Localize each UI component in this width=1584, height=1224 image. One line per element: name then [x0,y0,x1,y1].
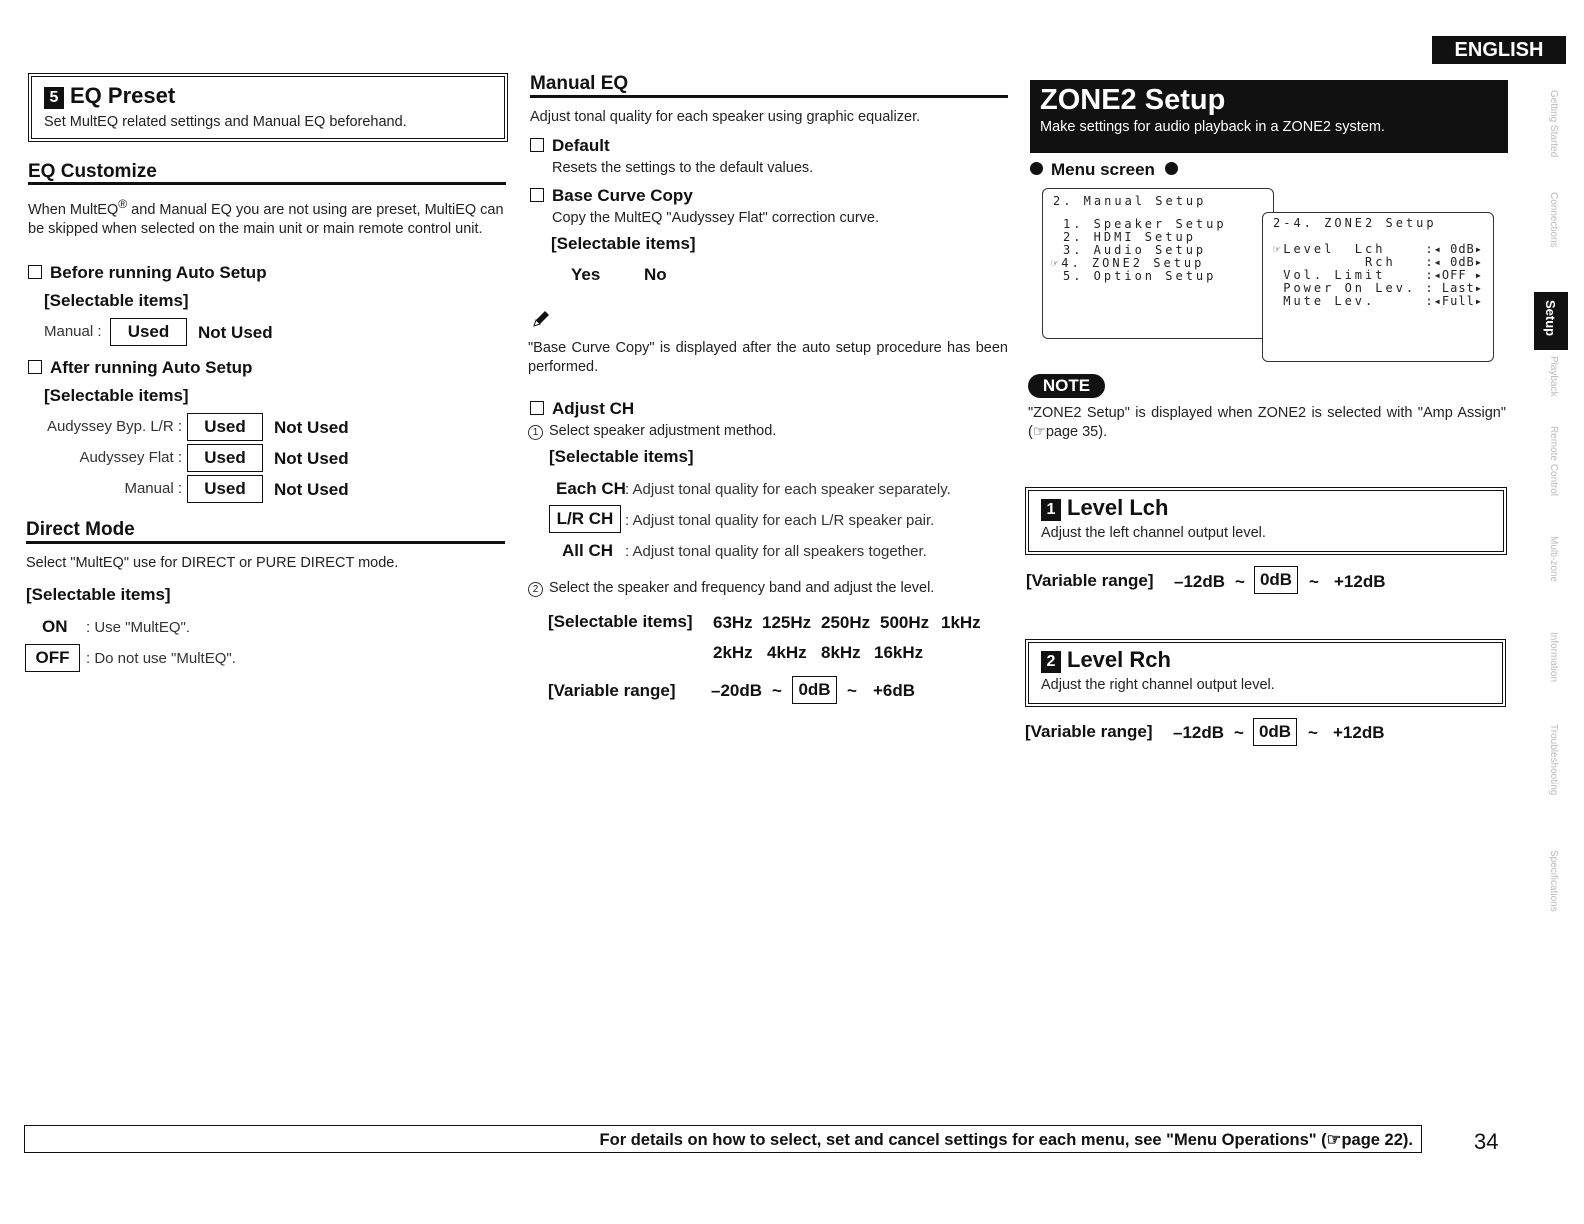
bcc-yes-option[interactable]: Yes [571,265,601,284]
after-manual-used-option[interactable]: Used [187,475,263,503]
side-tab-setup: Setup [1543,300,1558,337]
osd1-item-selected[interactable]: ☞4. ZONE2 Setup [1051,256,1205,270]
zone2-title: ZONE2 Setup [1040,84,1226,116]
eq-range-max: +6dB [873,681,916,700]
direct-mode-rule [26,541,505,544]
note-badge [1028,374,1105,398]
freq-63hz-option[interactable]: 63Hz [713,613,753,632]
zone2-banner [1030,80,1508,153]
side-tab-remote-control[interactable]: Remote Control [1548,426,1559,497]
audyssey-byp-not-used-option[interactable]: Not Used [274,418,349,437]
lch-range-max: +12dB [1334,572,1386,591]
side-tab-troubleshooting[interactable]: Troubleshooting [1548,724,1559,796]
before-selectable-label: [Selectable items] [44,291,189,310]
direct-off-option[interactable]: OFF [25,644,80,672]
rch-range-tilde: ~ [1234,723,1244,742]
step1-row [528,422,776,441]
after-manual-label: Manual : [124,480,182,497]
direct-selectable-label: [Selectable items] [26,585,171,604]
menu-screen-label: Menu screen [1051,160,1155,179]
freq-8khz-option[interactable]: 8kHz [821,643,861,662]
osd2-row-value: : Last▸ [1425,281,1483,295]
lr-ch-desc: : Adjust tonal quality for each L/R speaker pair. [625,512,935,529]
side-tab-multi-zone[interactable]: Multi-zone [1548,536,1559,583]
lch-range-tilde: ~ [1235,572,1245,591]
rch-range-max: +12dB [1333,723,1385,742]
step2-row [528,579,934,598]
osd2-title: 2-4. ZONE2 Setup [1273,216,1437,230]
eq-preset-title-row [44,83,492,109]
freq-selectable-label: [Selectable items] [548,612,693,631]
after-auto-setup-title: After running Auto Setup [50,358,253,377]
audyssey-flat-label: Audyssey Flat : [79,449,182,466]
base-curve-copy-desc: Copy the MultEQ "Audyssey Flat" correction curve. [552,210,880,226]
level-lch-number: 1 [1041,499,1061,521]
level-rch-title-row [1041,647,1490,673]
default-desc: Resets the settings to the default values. [552,160,814,176]
osd1-item[interactable]: 1. Speaker Setup [1063,217,1227,231]
osd2-row-label: ☞Level Lch [1273,242,1386,256]
before-manual-used-option[interactable]: Used [110,318,187,346]
freq-16khz-option[interactable]: 16kHz [874,643,924,662]
zone2-desc: Make settings for audio playback in a ZONE2 system. [1040,119,1385,135]
eq-range-tilde-2: ~ [847,681,857,700]
rch-range-min: –12dB [1173,723,1225,742]
rch-variable-range-label: [Variable range] [1025,722,1153,741]
pencil-note-icon [530,308,552,335]
level-lch-title: Level Lch [1067,495,1169,520]
direct-on-desc: : Use "MultEQ". [86,619,191,636]
step1-text: Select speaker adjustment method. [549,423,777,439]
eq-customize-rule [28,182,506,185]
eq-range-default-value[interactable]: 0dB [792,676,837,704]
freq-2khz-option[interactable]: 2kHz [713,643,753,662]
before-manual-label: Manual : [44,323,102,340]
all-ch-desc: : Adjust tonal quality for all speakers together. [625,543,927,560]
osd-screen-zone2-setup [1262,212,1494,362]
freq-4khz-option[interactable]: 4kHz [767,643,807,662]
lch-variable-range-label: [Variable range] [1026,571,1154,590]
manual-eq-rule [530,95,1008,98]
checkbox-square-icon [530,188,544,202]
freq-250hz-option[interactable]: 250Hz [821,613,871,632]
manual-eq-desc: Adjust tonal quality for each speaker using graphic equalizer. [530,109,921,125]
after-selectable-label: [Selectable items] [44,386,189,405]
level-lch-title-row [1041,495,1491,521]
side-tab-getting-started[interactable]: Getting Started [1548,90,1559,158]
side-tab-specifications[interactable]: Specifications [1548,850,1559,912]
footer-text: For details on how to select, set and cancel settings for each menu, see "Menu Operations" (☞page 22). [599,1131,1413,1149]
direct-off-desc: : Do not use "MultEQ". [86,650,236,667]
adjust-selectable-label: [Selectable items] [549,447,694,466]
eq-variable-range-label: [Variable range] [548,681,676,700]
before-auto-setup-heading [28,263,267,283]
menu-screen-heading [1030,160,1178,180]
default-heading [530,136,610,156]
bcc-note-text: "Base Curve Copy" is displayed after the auto setup procedure has been performed. [528,340,1008,375]
eq-customize-desc-b: and Manual EQ you are not using are preset, MultiEQ can be skipped when selected on the main unit or main remote control unit. [28,201,504,237]
zone2-note-text: "ZONE2 Setup" is displayed when ZONE2 is selected with "Amp Assign" (☞page 35). [1028,405,1506,440]
lr-ch-option[interactable]: L/R CH [549,505,621,533]
eq-customize-desc-a: When MultEQ [28,201,119,218]
osd2-row-label: Mute Lev. [1273,294,1376,308]
direct-mode-desc: Select "MultEQ" use for DIRECT or PURE DIRECT mode. [26,555,399,571]
adjust-ch-title: Adjust CH [552,399,635,418]
each-ch-desc: : Adjust tonal quality for each speaker separately. [625,481,951,498]
eq-preset-number: 5 [44,87,64,109]
after-manual-not-used-option[interactable]: Not Used [274,480,349,499]
audyssey-flat-not-used-option[interactable]: Not Used [274,449,349,468]
osd2-row-value: :◂OFF ▸ [1425,268,1483,282]
osd2-row-value: :◂ 0dB▸ [1425,255,1483,269]
audyssey-byp-label: Audyssey Byp. L/R : [46,418,182,435]
note-badge-label: NOTE [1042,376,1091,395]
checkbox-square-icon [530,401,544,415]
eq-preset-box [31,76,505,139]
level-lch-desc: Adjust the left channel output level. [1041,525,1266,541]
bullet-dot-icon [1165,162,1178,175]
osd2-row-mute-lev[interactable] [1273,295,1483,308]
audyssey-byp-used-option[interactable]: Used [187,413,263,441]
step2-text: Select the speaker and frequency band and adjust the level. [549,580,935,596]
side-tab-connections[interactable]: Connections [1548,192,1559,248]
level-rch-box [1028,642,1503,704]
checkbox-square-icon [530,138,544,152]
before-auto-setup-title: Before running Auto Setup [50,263,267,282]
each-ch-option[interactable]: Each CH [556,479,626,498]
osd1-item[interactable]: 5. Option Setup [1063,269,1217,283]
lch-range-min: –12dB [1174,572,1226,591]
language-label: ENGLISH [1454,39,1544,61]
adjust-ch-heading [530,399,634,419]
level-rch-number: 2 [1041,651,1061,673]
osd2-row-label: Power On Lev. [1273,281,1417,295]
lch-range-default-value[interactable]: 0dB [1254,566,1298,594]
direct-mode-title: Direct Mode [26,519,135,540]
osd1-item[interactable]: 2. HDMI Setup [1063,230,1196,244]
default-title: Default [552,136,610,155]
eq-range-tilde: ~ [772,681,782,700]
level-rch-desc: Adjust the right channel output level. [1041,677,1275,693]
freq-1khz-option[interactable]: 1kHz [941,613,981,632]
level-rch-title: Level Rch [1067,647,1171,672]
rch-range-tilde-2: ~ [1308,723,1318,742]
side-tab-playback[interactable]: Playback [1548,356,1559,397]
osd1-item[interactable]: 3. Audio Setup [1063,243,1207,257]
bcc-selectable-label: [Selectable items] [551,234,696,253]
osd2-row-label: Vol. Limit [1273,268,1386,282]
bullet-dot-icon [1030,162,1043,175]
side-tab-active[interactable] [1534,292,1568,350]
all-ch-option[interactable]: All CH [562,541,613,560]
checkbox-square-icon [28,360,42,374]
eq-preset-title: EQ Preset [70,83,176,108]
step1-circle-number: 1 [528,425,543,440]
side-tab-strip [1538,80,1570,960]
freq-125hz-option[interactable]: 125Hz [762,613,812,632]
rch-range-default-value[interactable]: 0dB [1253,718,1297,746]
checkbox-square-icon [28,265,42,279]
freq-500hz-option[interactable]: 500Hz [880,613,930,632]
language-badge [1432,36,1566,64]
side-tab-information[interactable]: Information [1548,632,1559,683]
osd2-row-value: :◂ 0dB▸ [1425,242,1483,256]
manual-eq-title: Manual EQ [530,73,629,94]
eq-preset-desc: Set MultEQ related settings and Manual EQ beforehand. [44,114,407,130]
eq-range-min: –20dB [711,681,763,700]
osd-screen-manual-setup [1042,188,1274,339]
eq-customize-title: EQ Customize [28,161,157,182]
osd1-title: 2. Manual Setup [1053,194,1207,208]
after-auto-setup-heading [28,358,252,378]
audyssey-flat-used-option[interactable]: Used [187,444,263,472]
before-manual-not-used-option[interactable]: Not Used [198,323,273,342]
base-curve-copy-heading [530,186,693,206]
lch-range-tilde-2: ~ [1309,572,1319,591]
registered-mark: ® [118,197,128,211]
footer-box [24,1125,1422,1153]
base-curve-copy-title: Base Curve Copy [552,186,693,205]
page-number: 34 [1474,1129,1499,1154]
direct-on-option[interactable]: ON [42,617,68,636]
eq-customize-desc [28,195,508,239]
step2-circle-number: 2 [528,582,543,597]
osd2-row-value: :◂Full▸ [1425,294,1483,308]
osd2-row-label: Rch [1273,255,1396,269]
bcc-no-option[interactable]: No [644,265,667,284]
level-lch-box [1028,490,1504,552]
